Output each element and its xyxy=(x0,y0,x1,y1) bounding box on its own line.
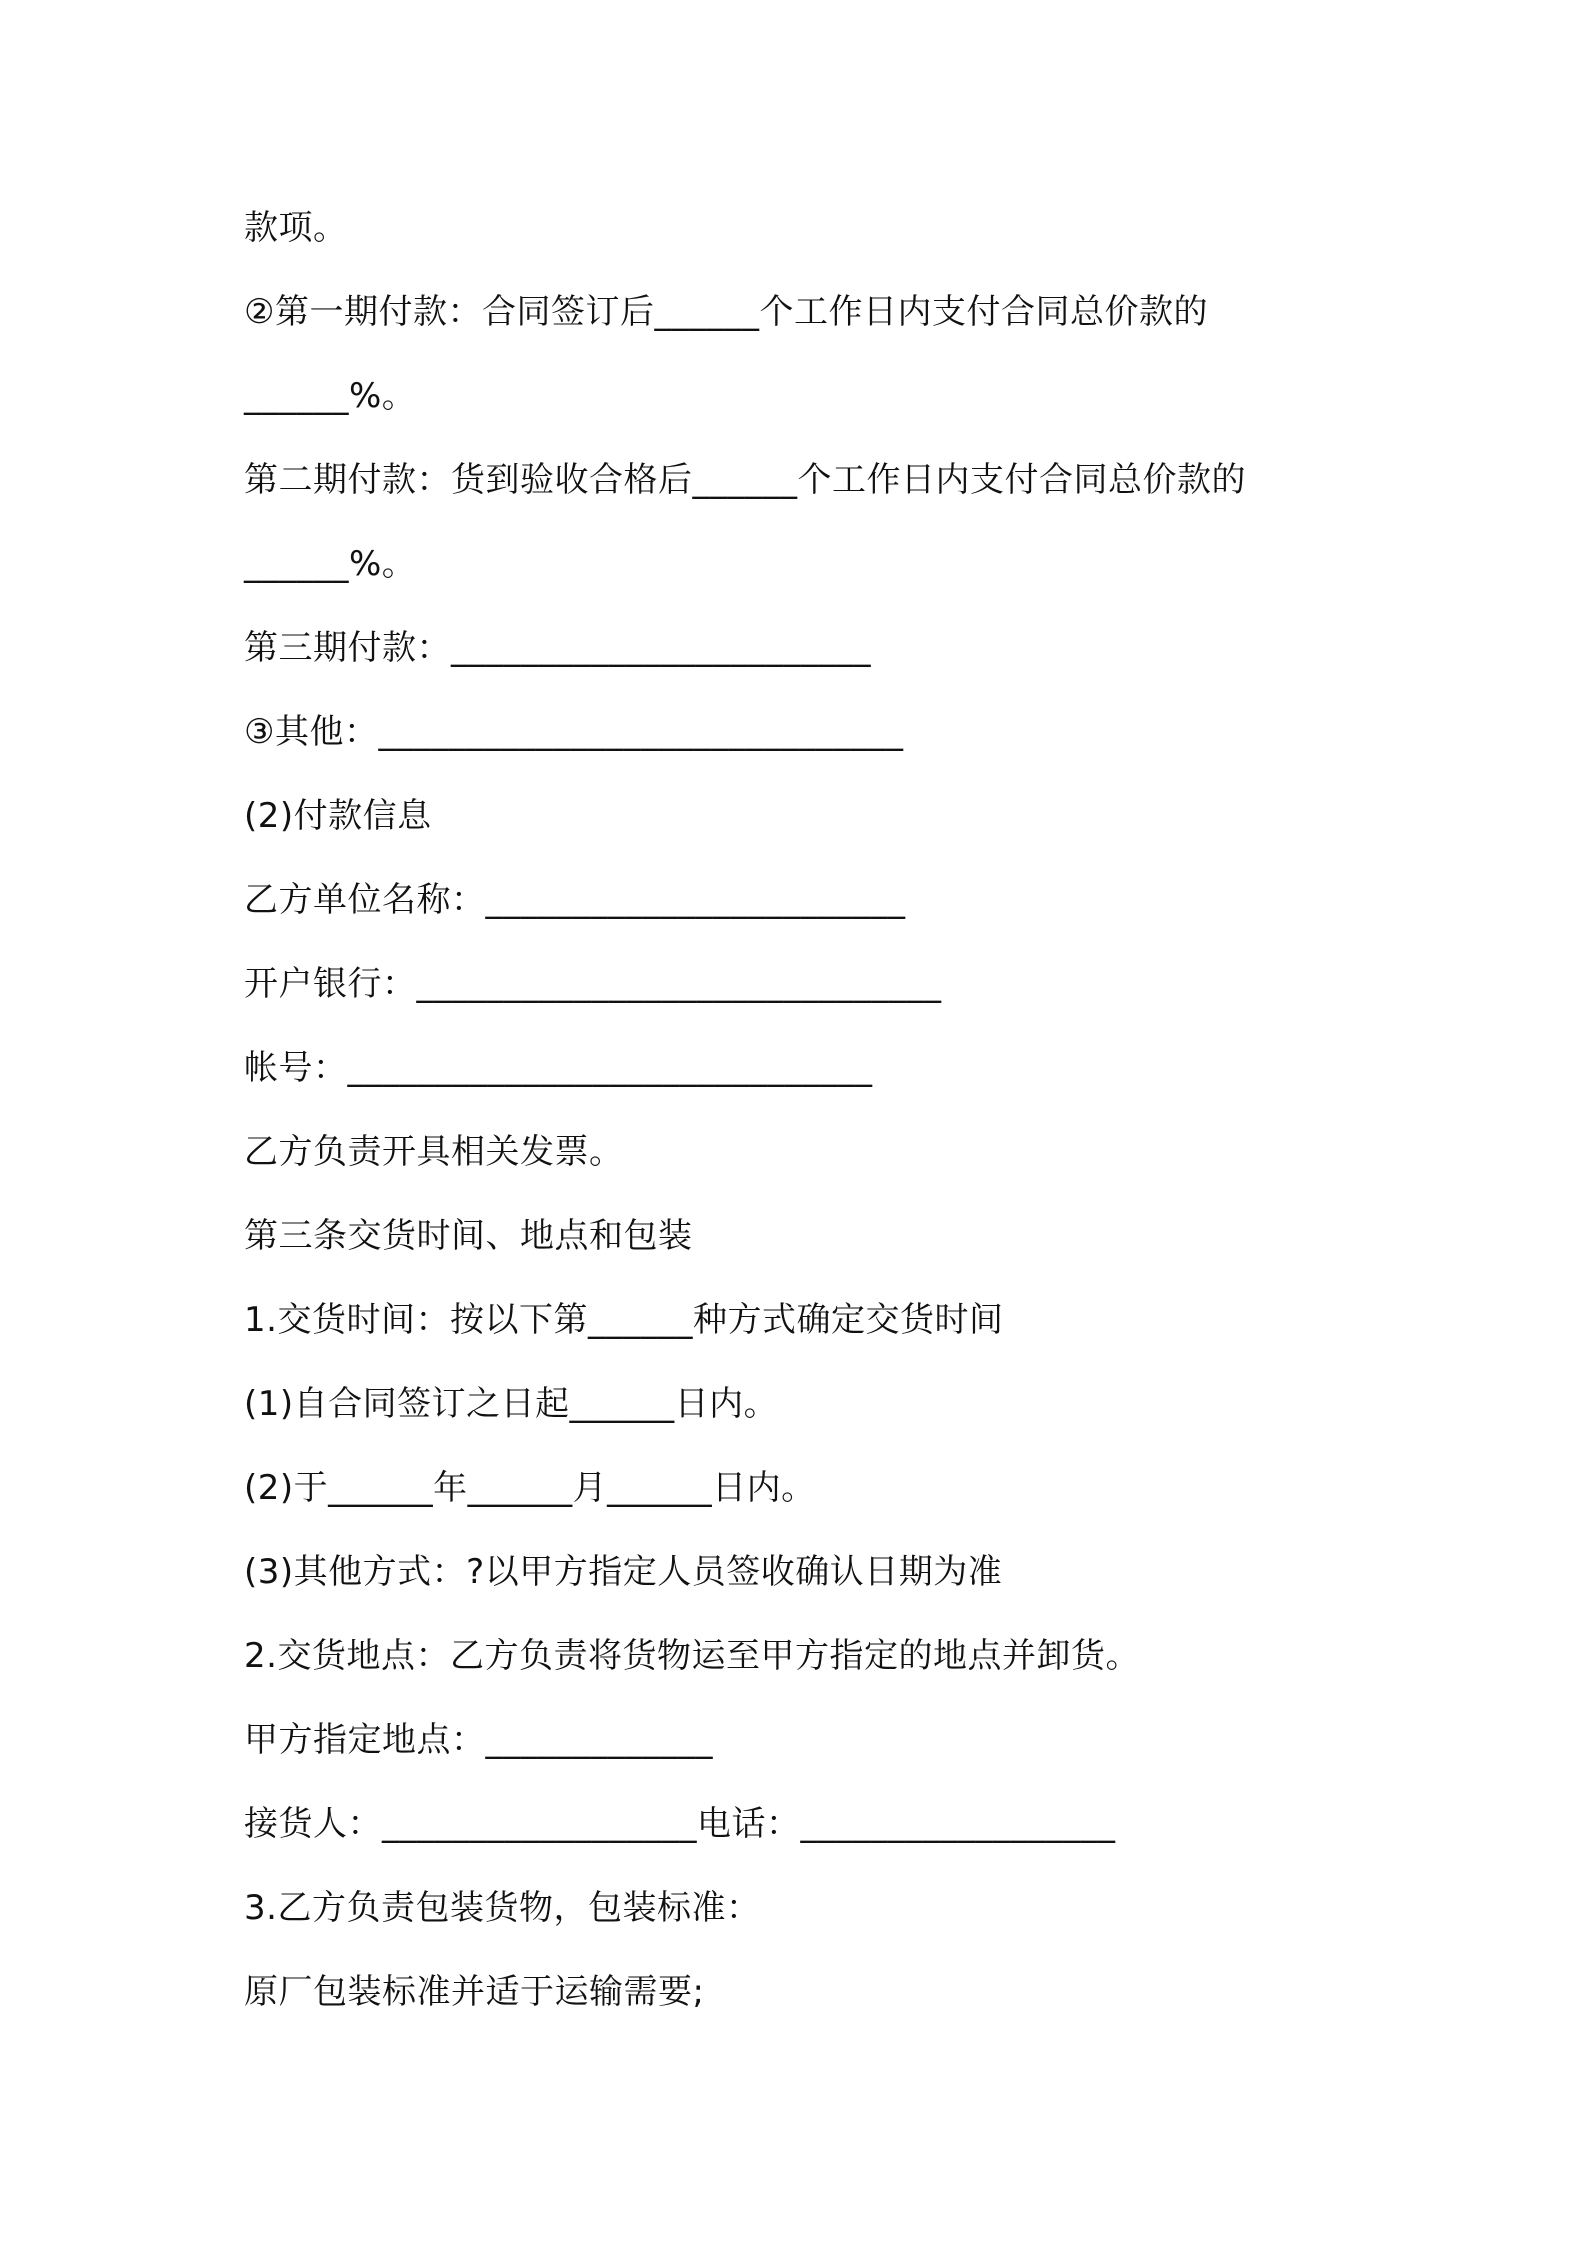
text-line-packaging: 3.乙方负责包装货物，包装标准： xyxy=(244,1888,761,1928)
text-line-delivery-option-3: (3)其他方式：?以甲方指定人员签收确认日期为准 xyxy=(244,1552,1003,1592)
text-line-first-payment-percent: ______%。 xyxy=(244,376,417,416)
text-line-receiver-phone: 接货人：__________________电话：__________________ xyxy=(244,1804,1116,1844)
text-line-third-payment: 第三期付款：________________________ xyxy=(244,628,871,668)
section-heading-delivery: 第三条交货时间、地点和包装 xyxy=(244,1216,693,1256)
text-line-other-payment: ③其他：______________________________ xyxy=(244,712,904,752)
text-line-delivery-time: 1.交货时间：按以下第______种方式确定交货时间 xyxy=(244,1300,1004,1340)
text-line-second-payment-percent: ______%。 xyxy=(244,544,417,584)
section-heading-payment-info: (2)付款信息 xyxy=(244,796,432,836)
text-line-delivery-option-1: (1)自合同签订之日起______日内。 xyxy=(244,1384,779,1424)
text-line-designated-location: 甲方指定地点：_____________ xyxy=(244,1720,713,1760)
text-line-bank: 开户银行：______________________________ xyxy=(244,964,942,1004)
text-line-party-b-name: 乙方单位名称：________________________ xyxy=(244,880,906,920)
text-line-second-payment: 第二期付款：货到验收合格后______个工作日内支付合同总价款的 xyxy=(244,460,1246,500)
text-line-packaging-standard: 原厂包装标准并适于运输需要; xyxy=(244,1972,705,2012)
text-line-delivery-option-2: (2)于______年______月______日内。 xyxy=(244,1468,816,1508)
text-line-account-number: 帐号：______________________________ xyxy=(244,1048,873,1088)
text-line-first-payment: ②第一期付款：合同签订后______个工作日内支付合同总价款的 xyxy=(244,292,1208,332)
text-line-payment-items: 款项。 xyxy=(244,208,348,248)
text-line-delivery-location: 2.交货地点：乙方负责将货物运至甲方指定的地点并卸货。 xyxy=(244,1636,1140,1676)
text-line-invoice: 乙方负责开具相关发票。 xyxy=(244,1132,624,1172)
